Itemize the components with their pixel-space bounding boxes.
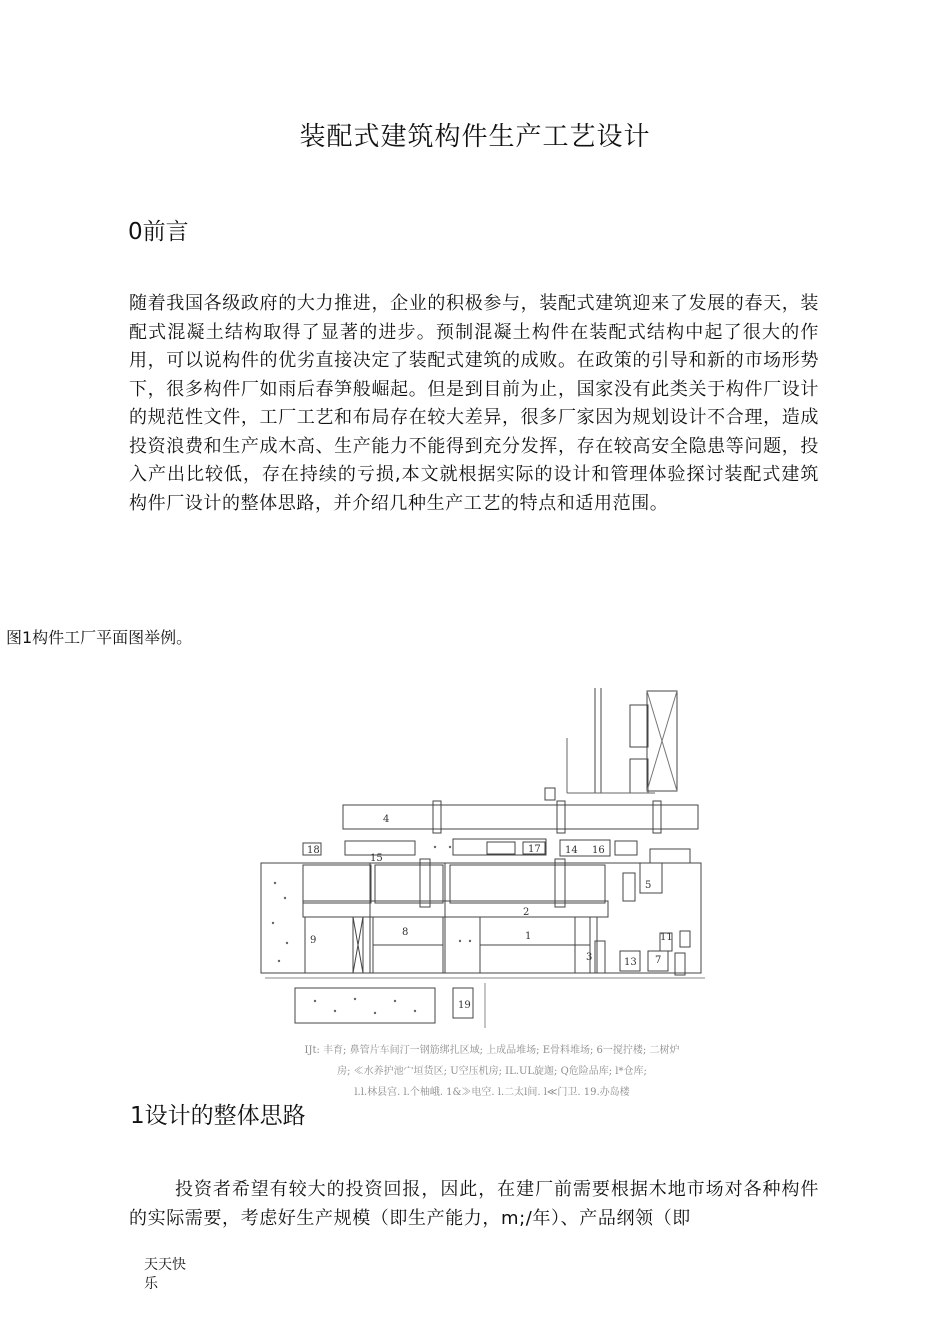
plan-label-3: 3	[586, 952, 593, 963]
plan-label-7: 7	[655, 955, 662, 966]
plan-label-14: 14	[565, 845, 578, 856]
plan-label-2: 2	[523, 907, 530, 918]
plan-label-1: 1	[525, 931, 532, 942]
plan-label-8: 8	[402, 927, 409, 938]
footer-note: 天天快乐	[144, 1257, 186, 1292]
plan-label-19: 19	[458, 1000, 471, 1011]
figure-legend-line: 房; ≪水养护池宀垣货区; U空压机房; IL.UL旋迦; Q危险品库; l*仓库;	[337, 1066, 647, 1077]
overall-design-paragraph: 投资者希望有较大的投资回报，因此，在建厂前需要根据木地市场对各种构件的实际需要，考虑好生产规模（即生产能力，m;/年）、产品纲领（即	[129, 1179, 819, 1229]
preface-paragraph: 随着我国各级政府的大力推进，企业的积极参与，装配式建筑迎来了发展的春天，装配式混凝土结构取得了显著的进步。预制混凝土构件在装配式结构中起了很大的作用，可以说构件的优劣直接决定了装配式建筑的成败。在政策的引导和新的市场形势下，很多构件厂如雨后春笋般崛起。但是到目前为止，国家没有此类关于构件厂设计的规范性文件，工厂工艺和布局存在较大差异，很多厂家因为规划设计不合理，造成投资浪费和生产成木高、生产能力不能得到充分发挥，存在较高安全隐患等问题，投入产出比较低，存在持续的亏损,本文就根据实际的设计和管理体验探讨装配式建筑构件厂设计的整体思路，并介绍几种生产工艺的特点和适用范围。	[129, 293, 819, 514]
plan-label-11: 11	[660, 932, 673, 943]
section-heading-preface: 0前言	[128, 219, 189, 245]
document-title: 装配式建筑构件生产工艺设计	[299, 122, 651, 152]
figure-legend	[262, 1040, 722, 1098]
plan-label-5: 5	[645, 880, 652, 891]
figure-legend-line: IJt: 丰育; 鼻管片车间汀一钢筋绑扎区域; 上成品堆场; E骨料堆场; 6一搅拧楼; 二树炉	[304, 1045, 680, 1056]
factory-plan-drawing	[255, 683, 715, 1028]
plan-label-4: 4	[383, 814, 390, 825]
figure-caption: 图1构件工厂平面图举例。	[6, 628, 193, 647]
plan-label-13: 13	[624, 957, 637, 968]
plan-label-15: 15	[370, 853, 383, 864]
figure-legend-line: l.l.林县宫. l.个柚峨. 1&≫电空. l.二太l间. l≪门卫. 19.办岛楼	[354, 1087, 630, 1098]
plan-label-18: 18	[307, 845, 320, 856]
plan-label-16: 16	[592, 845, 605, 856]
plan-label-17: 17	[528, 844, 541, 855]
section-heading-overall-design: 1设计的整体思路	[130, 1103, 306, 1129]
plan-label-9: 9	[310, 935, 317, 946]
